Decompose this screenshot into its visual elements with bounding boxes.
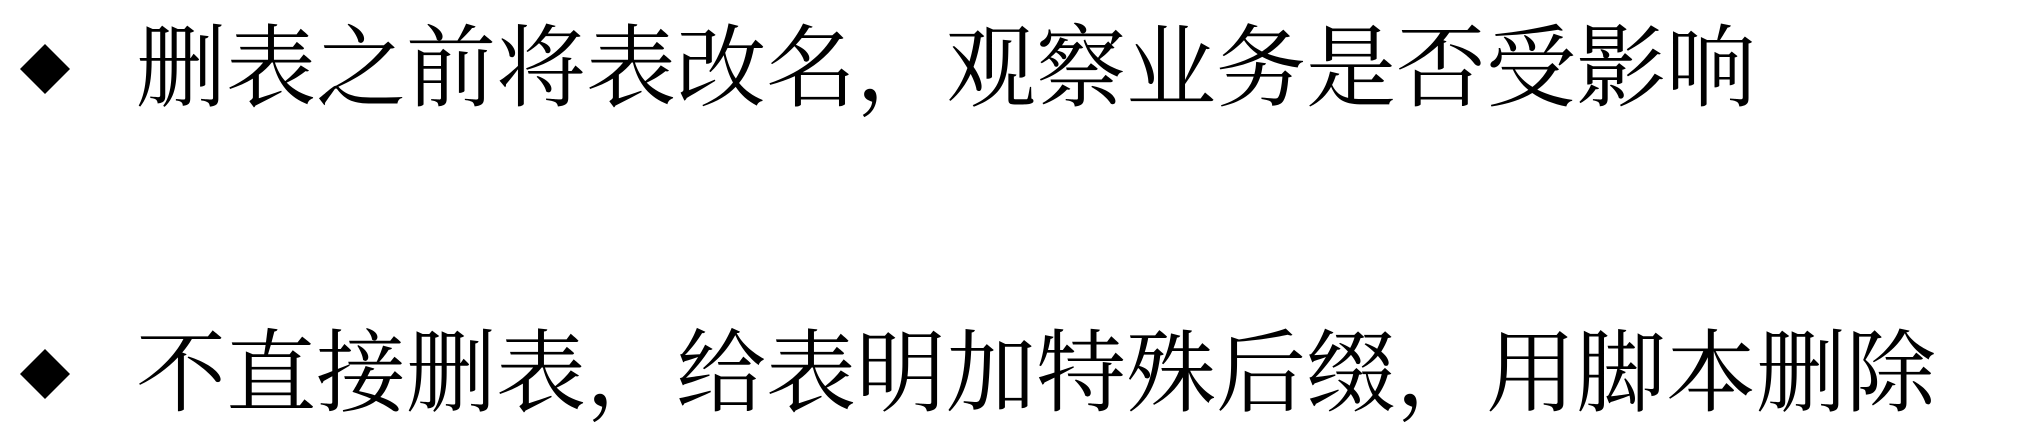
- bullet-text-suffix-script-delete: 不直接删表，给表明加特殊后缀，用脚本删除: [136, 321, 1936, 426]
- bullet-item-suffix-script-delete: [20, 319, 1936, 429]
- bullet-text-rename-before-drop: 删表之前将表改名，观察业务是否受影响: [136, 16, 1756, 121]
- diamond-bullet-icon: [20, 349, 70, 399]
- bullet-item-rename-before-drop: [20, 14, 1756, 124]
- diamond-bullet-icon: [20, 44, 70, 94]
